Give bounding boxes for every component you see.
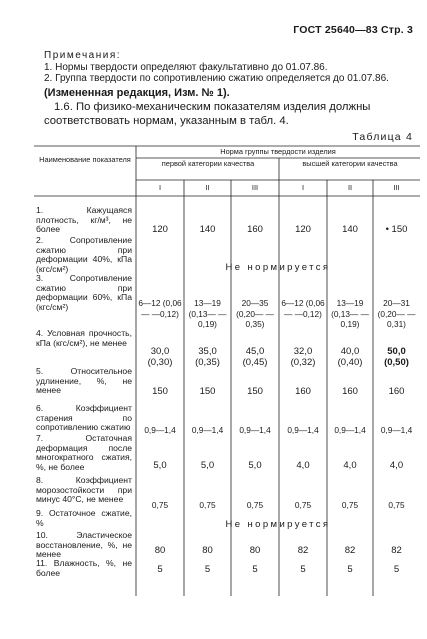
not-normed-span: Не нормируется	[225, 519, 331, 530]
roman-2-cat2: II	[347, 183, 353, 192]
cell: 160	[247, 224, 263, 235]
cell: 20—31 (0,20— —0,31)	[377, 298, 416, 329]
cell: 13—19 (0,13— —0,19)	[331, 298, 369, 329]
cell: 0,75	[199, 500, 216, 510]
cell: 82	[344, 545, 356, 556]
row-label: 4. Условная прочность, кПа (кгс/см²), не менее	[36, 328, 132, 348]
row-label: 10. Эластическое восстановление, %, не менее	[36, 530, 132, 560]
cell: 5	[300, 564, 306, 575]
revision-note: (Измененная редакция, Изм. № 1).	[44, 87, 230, 99]
cell: 50,0 (0,50)	[384, 346, 409, 368]
row-label: 2. Сопротивление сжатию при деформации 40%, кПа (кгс/см²)	[36, 235, 132, 274]
cell: 5,0	[248, 460, 262, 471]
cell: 120	[295, 224, 311, 235]
row-label: 1. Кажущаяся плотность, кг/м³, не более	[36, 205, 132, 235]
cell: 35,0 (0,35)	[195, 346, 220, 368]
cell: 5,0	[200, 460, 215, 471]
cell: 0,9—1,4	[334, 425, 366, 435]
cell: 0,9—1,4	[144, 425, 176, 435]
cell: 82	[297, 545, 309, 556]
cell: 32,0 (0,32)	[290, 346, 316, 368]
roman-2-cat1: II	[205, 183, 210, 192]
cell: 0,75	[246, 500, 264, 510]
cell: • 150	[385, 224, 408, 235]
note-item: 2. Группа твердости по сопротивлению сжатию определяется до 01.07.86.	[44, 73, 389, 84]
paragraph-1-6: 1.6. По физико-механическим показателям изделия должны соответствовать нормам, указанным в табл. 4.	[44, 101, 371, 127]
cell: 5	[204, 564, 211, 575]
cell: 20—35 (0,20— —0,35)	[236, 298, 274, 329]
cell: 0,75	[388, 500, 405, 510]
row-label: 11. Влажность, %, не более	[36, 558, 132, 578]
cell: 150	[152, 386, 168, 397]
cell: 5	[252, 564, 258, 575]
cell: 13—19 (0,13— —0,19)	[188, 298, 227, 329]
cell: 82	[391, 545, 402, 556]
row-label: 8. Коэффициент морозостойкости при минус 40°С, не менее	[36, 475, 132, 505]
cell: 0,9—1,4	[239, 425, 271, 435]
cell: 5	[157, 564, 163, 575]
cell: 30,0 (0,30)	[147, 346, 173, 368]
roman-1-cat2: I	[301, 183, 305, 192]
row-label: 9. Остаточное сжатие, %	[36, 508, 132, 528]
roman-1-cat1: I	[158, 183, 162, 192]
cell: 80	[249, 545, 261, 556]
cell: 0,9—1,4	[191, 425, 224, 435]
cat2-header: высшей категории качества	[302, 159, 398, 168]
cell: 6—12 (0,06— —0,12)	[281, 298, 325, 319]
cell: 0,9—1,4	[287, 425, 319, 435]
cell: 120	[152, 224, 168, 235]
group-header: Норма группы твердости изделия	[220, 147, 336, 156]
cell: 4,0	[343, 460, 357, 471]
cell: 4,0	[296, 460, 310, 471]
roman-3-cat2: III	[393, 183, 400, 192]
cell: 160	[342, 386, 358, 397]
cell: 150	[199, 386, 216, 397]
roman-3-cat1: III	[251, 183, 259, 192]
cell: 5	[347, 564, 353, 575]
row-label: 7. Остаточная деформация после многократного сжатия, %, не более	[36, 433, 132, 472]
notes-title: Примечания:	[44, 50, 122, 61]
row-label: 5. Относительное удлинение, %, не менее	[36, 366, 132, 396]
cell: 0,75	[341, 500, 359, 510]
cell: 4,0	[389, 460, 404, 471]
cell: 45,0 (0,45)	[242, 346, 268, 368]
cell: 80	[154, 545, 166, 556]
row-label: 6. Коэффициент старения по сопротивлению сжатию	[36, 403, 132, 433]
row-label: 3. Сопротивление сжатию при деформации 60%, кПа (кгс/см²)	[36, 273, 132, 312]
cell: 150	[247, 386, 263, 397]
cell: 80	[202, 545, 213, 556]
cell: 0,75	[151, 500, 169, 510]
cell: 0,9—1,4	[380, 425, 413, 435]
cell: 160	[295, 386, 311, 397]
cat1-header: первой категории качества	[161, 159, 255, 168]
cell: 6—12 (0,06— —0,12)	[138, 298, 182, 319]
cell: 0,75	[294, 500, 312, 510]
cell: 5	[393, 564, 400, 575]
table-caption: Таблица 4	[352, 131, 413, 143]
cell: 140	[199, 224, 216, 235]
cell: 40,0 (0,40)	[337, 346, 363, 368]
cell: 5,0	[153, 460, 167, 471]
page-header: ГОСТ 25640—83 Стр. 3	[293, 24, 413, 36]
col-name-header: Наименование показателя	[39, 155, 131, 164]
not-normed-span: Не нормируется	[225, 262, 331, 273]
cell: 160	[388, 386, 405, 397]
note-item: 1. Нормы твердости определяют факультативно до 01.07.86.	[44, 61, 328, 73]
cell: 140	[342, 224, 358, 235]
